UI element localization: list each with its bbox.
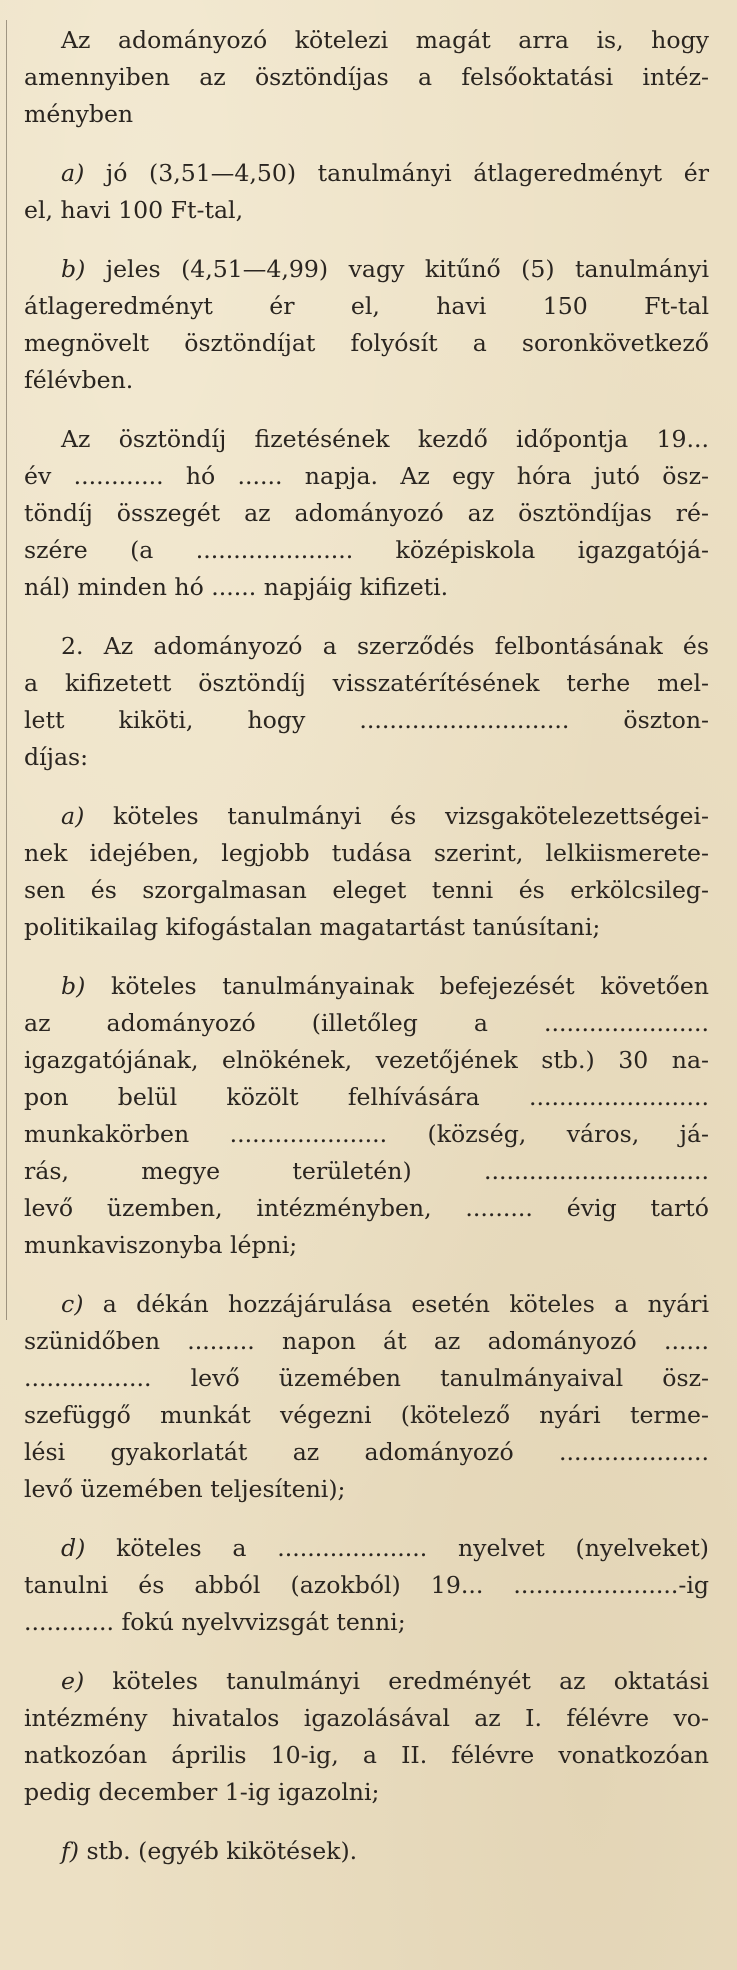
line-text: pedig december 1-ig igazolni;: [24, 1778, 380, 1806]
line-text: szünidőben ......... napon át az adományozó ......: [24, 1327, 709, 1355]
paragraph-intro: [24, 22, 709, 133]
paragraph-payment: [24, 421, 709, 606]
text-line: [24, 192, 709, 229]
line-text: tanulni és abból (azokból) 19... ......................-ig: [24, 1571, 709, 1599]
line-text: levő üzemében teljesíteni);: [24, 1475, 346, 1503]
text-line: [24, 155, 709, 192]
line-text: átlageredményt ér el, havi 150 Ft-tal: [24, 292, 709, 320]
list-marker: a): [61, 802, 85, 830]
line-text: töndíj összegét az adományozó az ösztöndíjas ré-: [24, 499, 709, 527]
list-marker: f): [61, 1837, 79, 1865]
text-line: [24, 1530, 709, 1567]
list-marker: e): [61, 1667, 85, 1695]
text-line: [24, 288, 709, 325]
text-line: [24, 421, 709, 458]
line-text: munkaviszonyba lépni;: [24, 1231, 298, 1259]
list-marker: a): [61, 159, 85, 187]
line-text: Az ösztöndíj fizetésének kezdő időpontja 19...: [61, 425, 709, 453]
text-line: [24, 1323, 709, 1360]
text-line: [24, 909, 709, 946]
text-line: [24, 835, 709, 872]
line-text: nek idejében, legjobb tudása szerint, lelkiismerete-: [24, 839, 709, 867]
line-text: az adományozó (illetőleg a ......................: [24, 1009, 709, 1037]
line-text: köteles tanulmányi és vizsgakötelezettségei-: [113, 802, 709, 830]
text-line: [24, 1042, 709, 1079]
paragraph-point-f: [24, 1833, 709, 1870]
text-line: [24, 569, 709, 606]
line-text: amennyiben az ösztöndíjas a felsőoktatási intéz-: [24, 63, 709, 91]
text-line: [24, 1737, 709, 1774]
line-text: el, havi 100 Ft-tal,: [24, 196, 244, 224]
text-line: [24, 1471, 709, 1508]
text-line: [24, 532, 709, 569]
line-text: rás, megye területén) ..............................: [24, 1157, 709, 1185]
text-line: [24, 1116, 709, 1153]
line-text: félévben.: [24, 366, 134, 394]
text-line: [24, 798, 709, 835]
paragraph-point-b2: [24, 968, 709, 1264]
line-text: díjas:: [24, 743, 89, 771]
text-line: [24, 362, 709, 399]
text-line: [24, 251, 709, 288]
text-line: [24, 1397, 709, 1434]
line-text: köteles tanulmányainak befejezését követően: [111, 972, 709, 1000]
line-text: politikailag kifogástalan magatartást tanúsítani;: [24, 913, 601, 941]
list-marker: b): [61, 255, 86, 283]
line-text: megnövelt ösztöndíjat folyósít a soronkövetkező: [24, 329, 709, 357]
line-text: ............ fokú nyelvvizsgát tenni;: [24, 1608, 406, 1636]
line-text: év ............ hó ...... napja. Az egy hóra jutó ösz-: [24, 462, 709, 490]
text-line: [24, 1663, 709, 1700]
text-line: [24, 628, 709, 665]
text-line: [24, 1567, 709, 1604]
text-line: [24, 1434, 709, 1471]
line-text: munkakörben ..................... (község, város, já-: [24, 1120, 709, 1148]
line-text: szefüggő munkát végezni (kötelező nyári terme-: [24, 1401, 709, 1429]
text-line: [24, 59, 709, 96]
text-line: [24, 1360, 709, 1397]
line-text: köteles a .................... nyelvet (nyelveket): [116, 1534, 710, 1562]
paragraph-point-e: [24, 1663, 709, 1811]
line-text: ményben: [24, 100, 134, 128]
paragraph-point-a2: [24, 798, 709, 946]
line-text: a dékán hozzájárulása esetén köteles a nyári: [102, 1290, 709, 1318]
text-line: [24, 1005, 709, 1042]
list-marker: c): [61, 1290, 84, 1318]
line-text: 2. Az adományozó a szerződés felbontásának és: [61, 632, 709, 660]
paragraph-point-b1: [24, 251, 709, 399]
document-body: [24, 22, 709, 1870]
line-text: a kifizetett ösztöndíj visszatérítésének terhe mel-: [24, 669, 709, 697]
text-line: [24, 495, 709, 532]
list-marker: b): [61, 972, 86, 1000]
line-text: nál) minden hó ...... napjáig kifizeti.: [24, 573, 449, 601]
paragraph-section-2: [24, 628, 709, 776]
paragraph-point-d: [24, 1530, 709, 1641]
text-line: [24, 458, 709, 495]
text-line: [24, 702, 709, 739]
line-text: ................. levő üzemében tanulmányaival ösz-: [24, 1364, 709, 1392]
text-line: [24, 1774, 709, 1811]
line-text: pon belül közölt felhívására ........................: [24, 1083, 709, 1111]
text-line: [24, 1190, 709, 1227]
line-text: intézmény hivatalos igazolásával az I. félévre vo-: [24, 1704, 709, 1732]
text-line: [24, 1153, 709, 1190]
text-line: [24, 1700, 709, 1737]
line-text: szére (a ..................... középiskola igazgatójá-: [24, 536, 709, 564]
line-text: igazgatójának, elnökének, vezetőjének stb.) 30 na-: [24, 1046, 709, 1074]
text-line: [24, 325, 709, 362]
text-line: [24, 1079, 709, 1116]
line-text: köteles tanulmányi eredményét az oktatási: [112, 1667, 709, 1695]
text-line: [24, 739, 709, 776]
line-text: natkozóan április 10-ig, a II. félévre vonatkozóan: [24, 1741, 709, 1769]
line-text: sen és szorgalmasan eleget tenni és erkölcsileg-: [24, 876, 709, 904]
line-text: stb. (egyéb kikötések).: [86, 1837, 358, 1865]
text-line: [24, 96, 709, 133]
text-line: [24, 1227, 709, 1264]
line-text: jó (3,51—4,50) tanulmányi átlageredményt ér: [105, 159, 709, 187]
margin-rule: [6, 20, 7, 1320]
text-line: [24, 872, 709, 909]
paragraph-point-a1: [24, 155, 709, 229]
line-text: Az adományozó kötelezi magát arra is, hogy: [61, 26, 709, 54]
line-text: levő üzemben, intézményben, ......... évig tartó: [24, 1194, 709, 1222]
text-line: [24, 665, 709, 702]
text-line: [24, 968, 709, 1005]
text-line: [24, 1833, 709, 1870]
line-text: jeles (4,51—4,99) vagy kitűnő (5) tanulmányi: [105, 255, 710, 283]
text-line: [24, 22, 709, 59]
text-line: [24, 1286, 709, 1323]
line-text: lési gyakorlatát az adományozó ....................: [24, 1438, 709, 1466]
paragraph-point-c: [24, 1286, 709, 1508]
text-line: [24, 1604, 709, 1641]
list-marker: d): [61, 1534, 86, 1562]
line-text: lett kiköti, hogy ............................ öszton-: [24, 706, 709, 734]
